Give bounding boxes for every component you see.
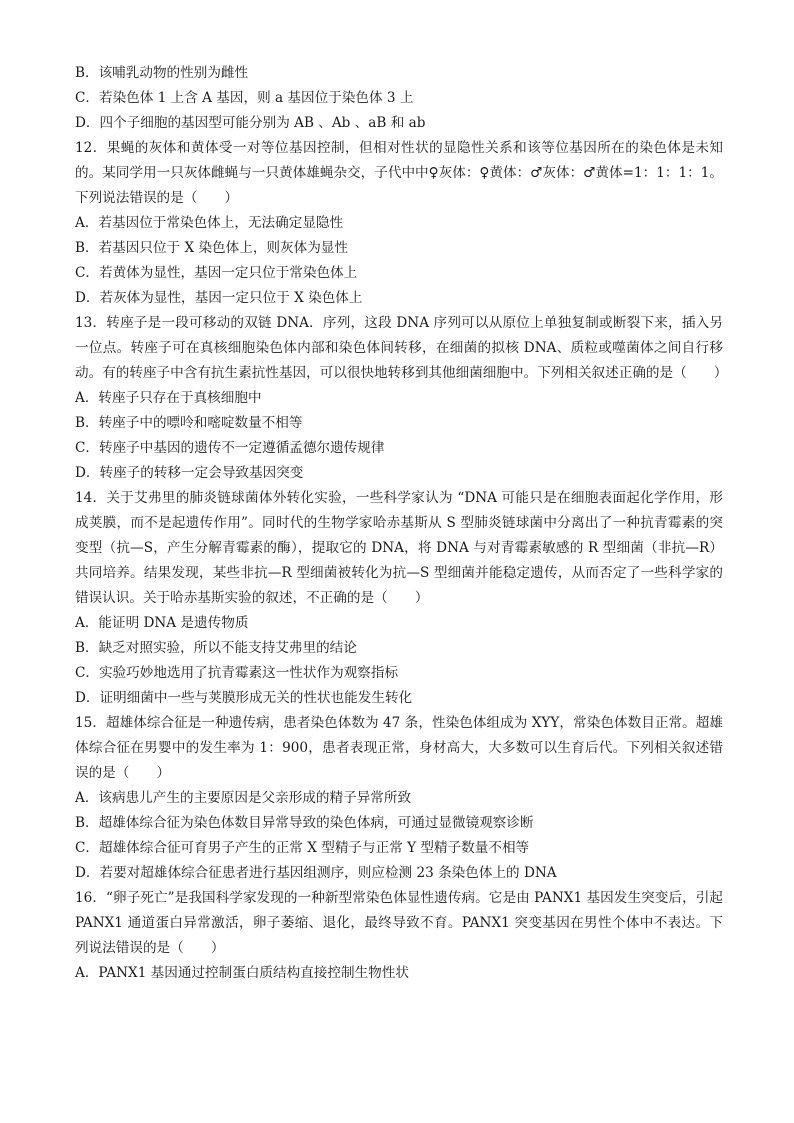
question-11-options [75, 61, 723, 136]
question-14-stem: 14．关于艾弗里的肺炎链球菌体外转化实验，一些科学家认为 “DNA 可能只是在细胞表面起化学作用，形成荚膜，而不是起遗传作用”。同时代的生物学家哈赤基斯从 S 型肺炎链球菌中分离出了一种抗青霉素的突变型（抗—S，产生分解青霉素的酶），提取它的 DNA，将 DNA 与对青霉素敏感的 R 型细菌（非抗—R）共同培养。结果发现，某些非抗—R 型细菌被转化为抗—S 型细菌并能稳定遗传，从而否定了一些科学家的错误认识。关于哈赤基斯实验的叙述，不正确的是（ ） [75, 490, 723, 606]
option-11-b: B．该哺乳动物的性别为雌性 [75, 65, 249, 81]
option-14-b: B．缺乏对照实验，所以不能支持艾弗里的结论 [75, 640, 357, 656]
option-13-c: C．转座子中基因的遗传不一定遵循孟德尔遗传规律 [75, 440, 385, 456]
option-13-b: B．转座子中的嘌呤和嘧啶数量不相等 [75, 415, 303, 431]
option-15-d: D．若要对超雄体综合征患者进行基因组测序，则应检测 23 条染色体上的 DNA [75, 865, 557, 881]
option-12-c: C．若黄体为显性，基因一定只位于常染色体上 [75, 265, 358, 281]
option-13-d: D．转座子的转移一定会导致基因突变 [75, 465, 304, 481]
question-16 [75, 886, 723, 986]
option-16-a: A．PANX1 基因通过控制蛋白质结构直接控制生物性状 [75, 965, 409, 981]
option-15-c: C．超雄体综合征可育男子产生的正常 X 型精子与正常 Y 型精子数量不相等 [75, 840, 530, 856]
option-13-a: A．转座子只存在于真核细胞中 [75, 390, 262, 406]
question-13-stem: 13．转座子是一段可移动的双链 DNA．序列，这段 DNA 序列可以从原位上单独复制或断裂下来，插入另一位点。转座子可在真核细胞染色体内部和染色体间转移，在细菌的拟核 DNA、质粒或噬菌体之间自行移动。有的转座子中含有抗生素抗性基因，可以很快地转移到其他细菌细胞中。下列相关叙述正确的是（ ） [75, 315, 728, 381]
option-12-d: D．若灰体为显性，基因一定只位于 X 染色体上 [75, 290, 363, 306]
option-11-c: C．若染色体 1 上含 A 基因，则 a 基因位于染色体 3 上 [75, 90, 414, 106]
question-15-stem: 15．超雄体综合征是一种遗传病，患者染色体数为 47 条，性染色体组成为 XYY，常染色体数目正常。超雄体综合征在男婴中的发生率为 1：900，患者表现正常，身材高大，大多数可以生育后代。下列相关叙述错误的是（ ） [75, 715, 723, 781]
option-11-d: D．四个子细胞的基因型可能分别为 AB 、Ab 、aB 和 ab [75, 115, 426, 131]
question-13 [75, 311, 728, 486]
option-14-d: D．证明细菌中一些与荚膜形成无关的性状也能发生转化 [75, 690, 413, 706]
option-12-b: B．若基因只位于 X 染色体上，则灰体为显性 [75, 240, 348, 256]
option-15-b: B．超雄体综合征为染色体数目异常导致的染色体病，可通过显微镜观察诊断 [75, 815, 534, 831]
option-14-c: C．实验巧妙地选用了抗青霉素这一性状作为观察指标 [75, 665, 399, 681]
option-15-a: A．该病患儿产生的主要原因是父亲形成的精子异常所致 [75, 790, 412, 806]
option-14-a: A．能证明 DNA 是遗传物质 [75, 615, 249, 631]
question-16-stem: 16．“卵子死亡”是我国科学家发现的一种新型常染色体显性遗传病。它是由 PANX1 基因发生突变后，引起 PANX1 通道蛋白异常激活，卵子萎缩、退化，最终导致不育。PANX1 突变基因在男性个体中不表达。下列说法错误的是（ ） [75, 890, 723, 956]
question-12 [75, 136, 723, 311]
question-14 [75, 486, 723, 711]
question-12-stem: 12．果蝇的灰体和黄体受一对等位基因控制，但相对性状的显隐性关系和该等位基因所在的染色体是未知的。某同学用一只灰体雌蝇与一只黄体雄蝇杂交，子代中中♀灰体：♀黄体：♂灰体：♂黄体=1：1：1：1。下列说法错误的是（ ） [75, 140, 723, 206]
exam-page [75, 61, 728, 986]
question-15 [75, 711, 723, 886]
option-12-a: A．若基因位于常染色体上，无法确定显隐性 [75, 215, 344, 231]
